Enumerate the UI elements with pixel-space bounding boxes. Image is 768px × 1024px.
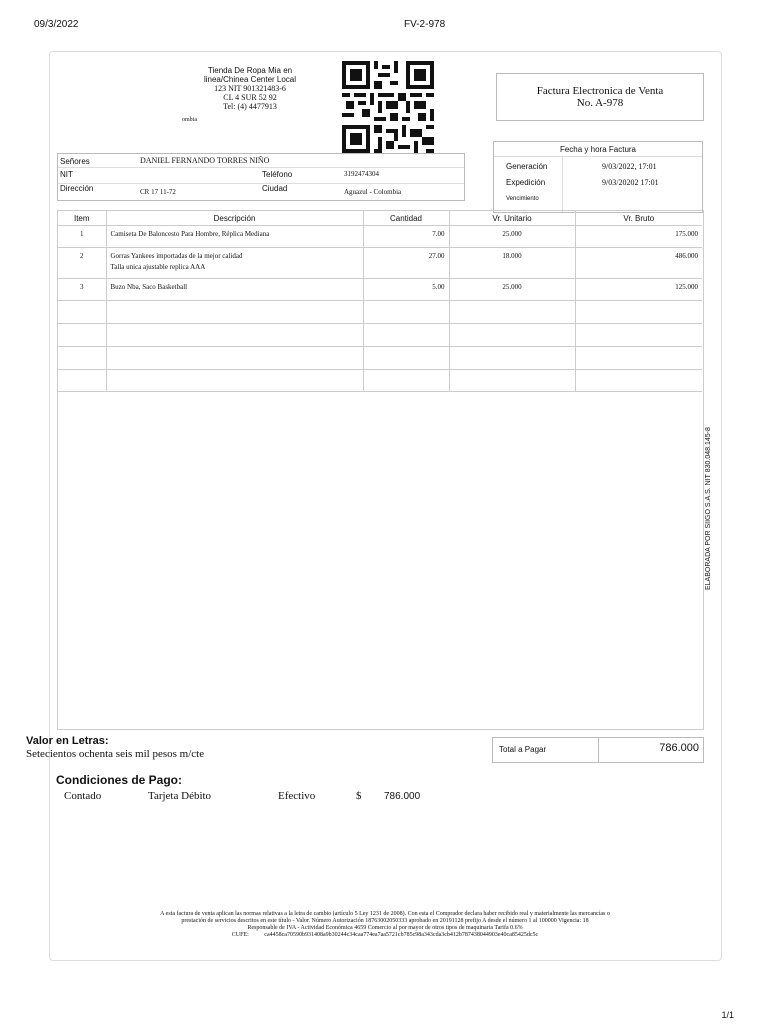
payment-conditions-title: Condiciones de Pago: [56, 773, 183, 787]
direccion-label: Dirección [60, 184, 94, 193]
senores-label: Señores [60, 157, 90, 166]
legal-line2: prestación de servicios descritos en este título - Valor. Número Autorización 18763002050333 aprobado en 20191128 prefijo A desde el número 1 al 100000 Vigencia: 18 [181, 918, 589, 924]
row-gross: 486.000 [575, 248, 702, 279]
company-nit: 123 NIT 901321483-6 [214, 84, 286, 93]
customer-box [57, 153, 465, 201]
valor-letras-title: Valor en Letras: [26, 735, 109, 747]
row-quantity: 7.00 [363, 226, 449, 248]
table-row-empty [58, 347, 702, 370]
row-unit-price: 25.000 [449, 226, 575, 248]
nit-label: NIT [60, 170, 73, 179]
row-unit-price: 25.000 [449, 279, 575, 301]
col-quantity: Cantidad [363, 211, 449, 226]
expedicion-label: Expedición [506, 178, 546, 187]
table-header-row [58, 211, 702, 226]
row-gross: 125.000 [575, 279, 702, 301]
invoice-title: Factura Electronica de Venta [536, 85, 664, 97]
print-date: 09/3/2022 [34, 19, 79, 30]
col-unit-price: Vr. Unitario [449, 211, 575, 226]
company-fragment: ombia [182, 117, 197, 123]
company-name-line1: Tienda De Ropa Mia en [207, 66, 293, 75]
expedicion-value: 9/03/20202 17:01 [602, 178, 659, 187]
cufe-label: CUFE: [231, 932, 249, 938]
invoice-title-box [496, 73, 704, 121]
payment-amount: 786.000 [384, 791, 421, 802]
direccion-value: CR 17 11-72 [140, 188, 176, 196]
generacion-label: Generación [506, 162, 548, 171]
row-description-line1: Gorras Yankees importadas de la mejor calidad [110, 252, 243, 260]
total-label: Total a Pagar [499, 745, 547, 754]
cufe-line [92, 932, 678, 939]
payment-efectivo: Efectivo [278, 790, 316, 802]
payment-tarjeta: Tarjeta Débito [148, 790, 212, 802]
row-unit-price: 18.000 [449, 248, 575, 279]
dates-header: Fecha y hora Factura [559, 145, 637, 154]
cufe-value: ca4458ca70590b931408a9b30244c34caa774ea7aa5721cb785c98a343cda3cb412b787438044903e40ca85425dc5c [264, 932, 539, 938]
row-quantity: 5.00 [363, 279, 449, 301]
invoice-number: No. A-978 [576, 97, 624, 109]
valor-letras-text: Setecientos ochenta seis mil pesos m/cte [26, 748, 205, 760]
company-name-line2: linea/Chinea Center Local [203, 75, 297, 84]
total-value: 786.000 [659, 742, 699, 754]
row-gross: 175.000 [575, 226, 702, 248]
qr-code-icon [342, 61, 434, 153]
table-row [58, 226, 702, 248]
invoice-dates-box [493, 141, 703, 213]
row-quantity: 27.00 [363, 248, 449, 279]
generacion-value: 9/03/2022, 17:01 [602, 162, 657, 171]
row-description: Buzo Nba, Saco Basketball [106, 279, 363, 301]
ciudad-label: Ciudad [262, 184, 288, 193]
telefono-label: Teléfono [262, 170, 293, 179]
payment-contado: Contado [64, 790, 102, 802]
table-row-empty [58, 370, 702, 392]
company-address: CL 4 SUR 52 92 [223, 93, 277, 102]
col-description: Descripción [106, 211, 363, 226]
row-item: 2 [58, 248, 106, 279]
company-info [190, 66, 310, 111]
items-table [58, 211, 702, 392]
ciudad-value: Aguazul - Colombia [344, 188, 402, 196]
vencimiento-label: Vencimiento [506, 196, 539, 202]
row-description [106, 248, 363, 279]
table-row-empty [58, 324, 702, 347]
document-code: FV-2-978 [404, 19, 446, 30]
telefono-value: 3192474304 [344, 170, 379, 178]
software-credit: ELABORADA POR SIIGO S.A.S. NIT 830.048.145-8 [705, 427, 712, 590]
col-item: Item [58, 211, 106, 226]
row-description-line2: Talla unica ajustable replica AAA [110, 263, 206, 271]
row-description: Camiseta De Baloncesto Para Hombre, Réplica Mediana [106, 226, 363, 248]
legal-notice [92, 911, 678, 939]
page-number: 1/1 [721, 1010, 734, 1020]
table-row [58, 279, 702, 301]
company-phone: Tel: (4) 4477913 [223, 102, 277, 111]
col-gross: Vr. Bruto [575, 211, 702, 226]
total-box [492, 737, 704, 763]
senores-value: DANIEL FERNANDO TORRES NIÑO [140, 156, 270, 165]
payment-currency: $ [356, 790, 362, 802]
table-row [58, 248, 702, 279]
row-item: 1 [58, 226, 106, 248]
legal-line3: Responsable de IVA - Actividad Económica 4659 Comercio al por mayor de otros tipos de maquinaria Tarifa 0.6% [247, 925, 523, 931]
table-row-empty [58, 301, 702, 324]
legal-line1: A esta factura de venta aplican las normas relativas a la letra de cambio (artículo 5 Ley 1231 de 2008). Con esta el Comprador declara haber recibido real y materialmente las mercancías o [160, 911, 610, 917]
row-item: 3 [58, 279, 106, 301]
